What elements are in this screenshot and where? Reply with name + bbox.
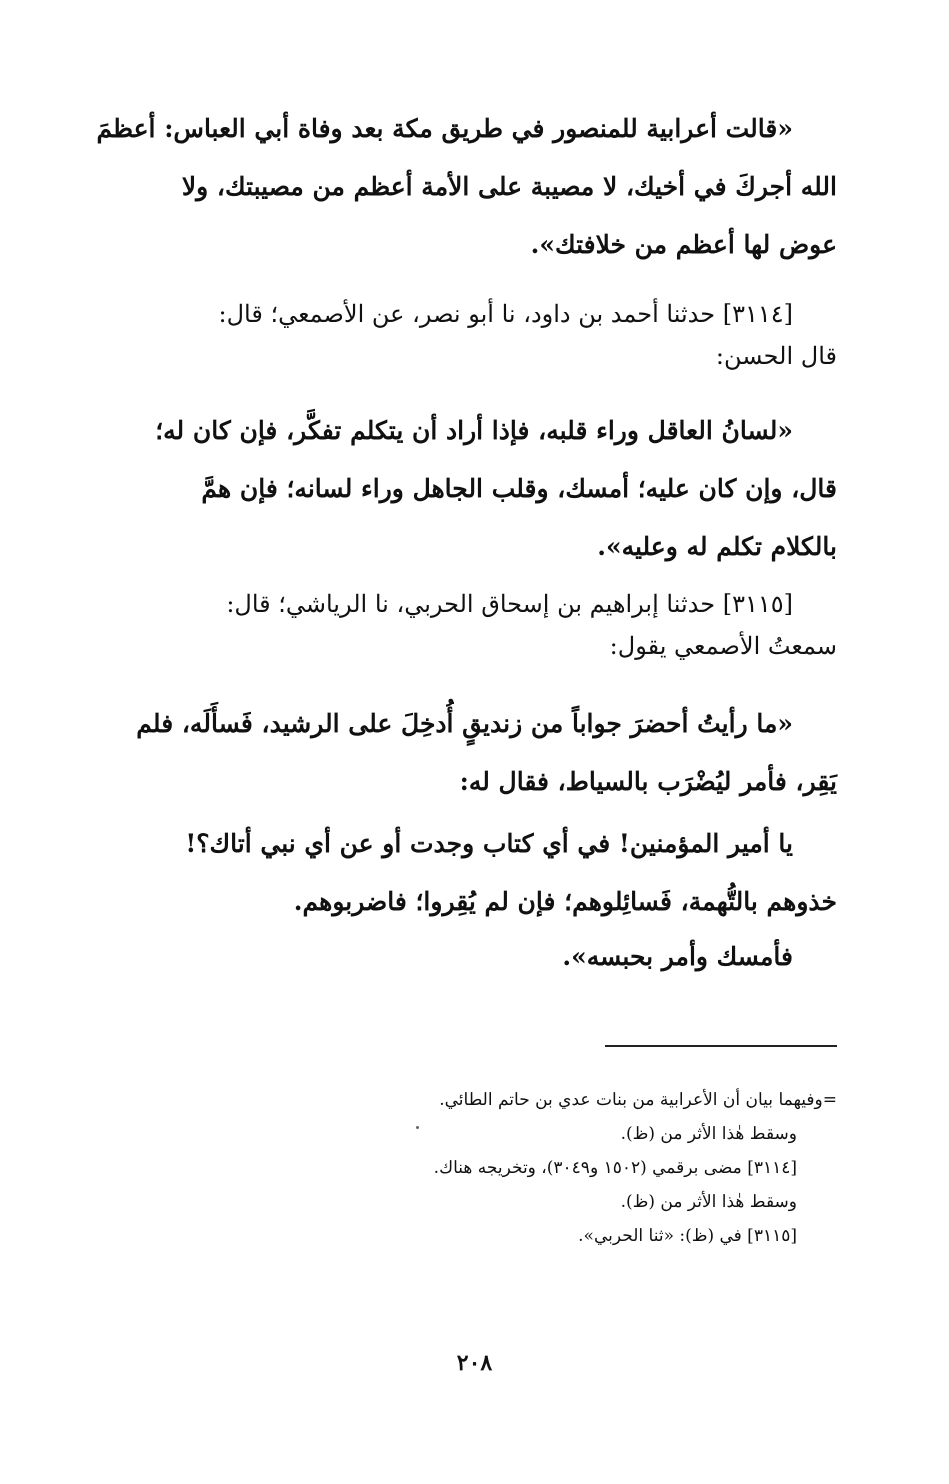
- quote-mansur: [96, 100, 837, 274]
- text-line: بالكلام تكلم له وعليه».: [597, 532, 837, 561]
- narration-3115: [112, 583, 837, 667]
- footnote-line: وسقط هٰذا الأثر من (ظ).: [620, 1124, 797, 1144]
- text-line: فأمسك وأمر بحبسه».: [562, 942, 793, 971]
- text-line: «قالت أعرابية للمنصور في طريق مكة بعد وفاة أبي العباس: أعظمَ: [96, 114, 793, 143]
- footnote-line: وسقط هٰذا الأثر من (ظ).: [620, 1192, 797, 1212]
- quote-hasan: [112, 402, 837, 576]
- text-line: [٣١١٥] حدثنا إبراهيم بن إسحاق الحربي، نا الرياشي؛ قال:: [226, 590, 793, 618]
- footnotes: [280, 1083, 837, 1253]
- text-line: قال الحسن:: [715, 342, 837, 370]
- text-line: يا أمير المؤمنين! في أي كتاب وجدت أو عن أي نبي أتاك؟!: [185, 829, 793, 858]
- text-line: قال، وإن كان عليه؛ أمسك، وقلب الجاهل وراء لسانه؛ فإن همَّ: [201, 474, 837, 503]
- page-number: ٢٠٨: [456, 1350, 493, 1376]
- text-line: خذوهم بالتُّهمة، فَسائِلوهم؛ فإن لم يُقِروا؛ فاضربوهم.: [293, 887, 837, 916]
- footnote-line: [٣١١٥] في (ظ): «ثنا الحربي».: [578, 1226, 797, 1246]
- ink-speck: [416, 1126, 419, 1129]
- text-line: «لسانُ العاقل وراء قلبه، فإذا أراد أن يتكلم تفكَّر، فإن كان له؛: [155, 416, 793, 445]
- text-line: الله أجركَ في أخيك، لا مصيبة على الأمة أعظم من مصيبتك، ولا: [181, 172, 837, 201]
- text-line: «ما رأيتُ أحضرَ جواباً من زنديقٍ أُدخِلَ على الرشيد، فَسأَلَه، فلم: [136, 709, 793, 738]
- quote-ending: [112, 928, 837, 986]
- narration-3114: [112, 293, 837, 377]
- footnote-line: [٣١١٤] مضى برقمي (١٥٠٢ و٣٠٤٩)، وتخريجه هناك.: [433, 1158, 797, 1178]
- text-line: [٣١١٤] حدثنا أحمد بن داود، نا أبو نصر، عن الأصمعي؛ قال:: [218, 300, 793, 328]
- text-line: سمعتُ الأصمعي يقول:: [609, 632, 837, 660]
- footnote-divider: [605, 1045, 837, 1047]
- quote-zindiq-reply: [112, 815, 837, 931]
- footnote-line: =وفيهما بيان أن الأعرابية من بنات عدي بن حاتم الطائي.: [439, 1090, 837, 1110]
- quote-zindiq: [112, 695, 837, 811]
- text-line: عوض لها أعظم من خلافتك».: [530, 230, 837, 259]
- text-line: يَقِر، فأمر ليُضْرَب بالسياط، فقال له:: [459, 767, 837, 796]
